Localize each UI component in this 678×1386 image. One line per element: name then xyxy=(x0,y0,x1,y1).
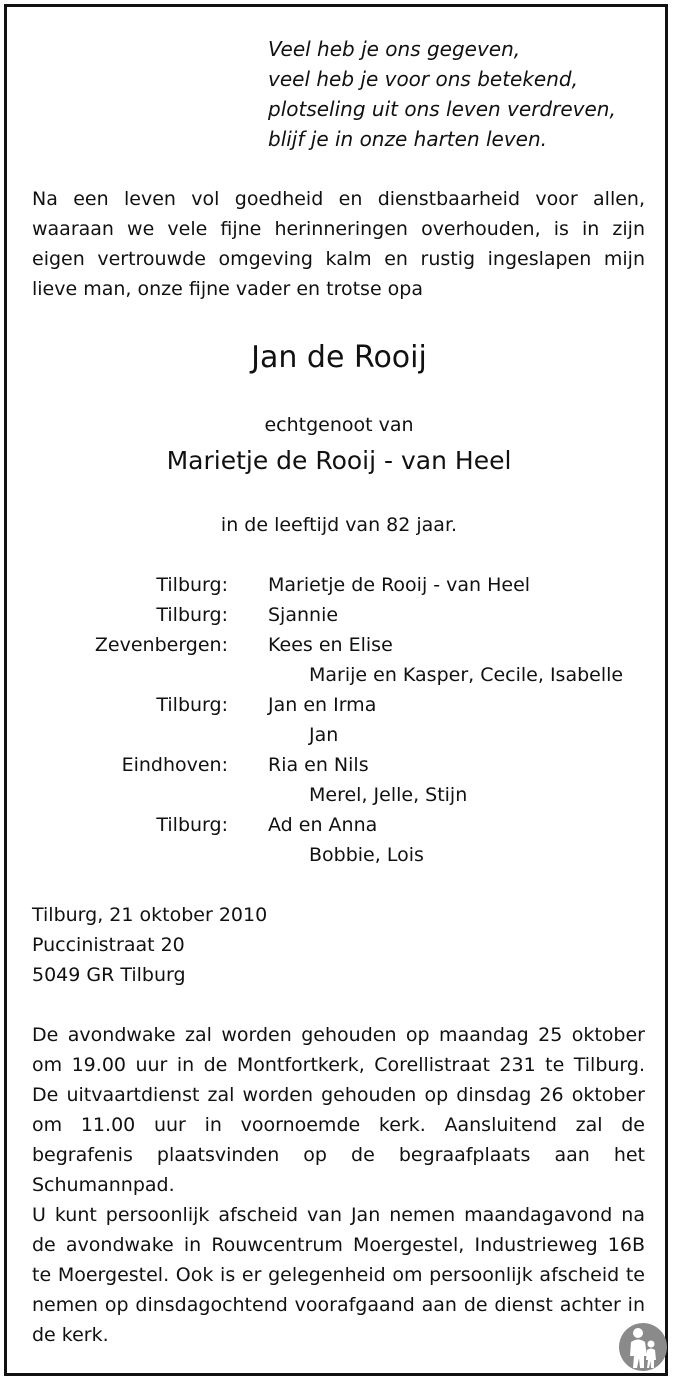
family-place: Tilburg: xyxy=(156,574,228,596)
family-row xyxy=(0,750,678,780)
family-row xyxy=(0,630,678,660)
street-line: Puccinistraat 20 xyxy=(32,934,185,956)
family-grandchildren: Merel, Jelle, Stijn xyxy=(309,784,468,806)
intro-paragraph: Na een leven vol goedheid en dienstbaarheid voor allen, waaraan we vele fijne herinneringen overhouden, is in zijn eigen vertrouwde omgeving kalm en rustig ingeslapen mijn lieve man, onze fijne vader en trotse opa xyxy=(32,188,645,300)
mourning-figures-logo-icon xyxy=(618,1322,668,1372)
family-row xyxy=(0,660,678,690)
family-names: Sjannie xyxy=(268,604,339,626)
family-row xyxy=(0,690,678,720)
family-row xyxy=(0,780,678,810)
family-place: Tilburg: xyxy=(156,694,228,716)
family-place: Tilburg: xyxy=(156,814,228,836)
date-line: Tilburg, 21 oktober 2010 xyxy=(32,904,268,926)
poem-line: plotseling uit ons leven verdreven, xyxy=(268,97,616,121)
family-row xyxy=(0,600,678,630)
postal-city-line: 5049 GR Tilburg xyxy=(32,964,186,986)
service-paragraph: De avondwake zal worden gehouden op maandag 25 oktober om 19.00 uur in de Montfortkerk, Corellistraat 231 te Tilburg. De uitvaartdienst zal worden gehouden op dinsdag 26 oktober om 11.00 uur in voornoemde kerk. Aansluitend zal de begrafenis plaatsvinden op de begraafplaats aan het Schumannpad. xyxy=(32,1024,645,1196)
family-grandchildren: Marije en Kasper, Cecile, Isabelle xyxy=(309,664,624,686)
farewell-paragraph: U kunt persoonlijk afscheid van Jan nemen maandagavond na de avondwake in Rouwcentrum Moergestel, Industrieweg 16B te Moergestel. Ook is er gelegenheid om persoonlijk afscheid te nemen op dinsdagochtend voorafgaand aan de dienst achter in de kerk. xyxy=(32,1204,645,1346)
family-place: Zevenbergen: xyxy=(94,634,228,656)
family-row xyxy=(0,720,678,750)
family-names: Jan en Irma xyxy=(268,694,377,716)
family-names: Ria en Nils xyxy=(268,754,369,776)
poem-line: veel heb je voor ons betekend, xyxy=(268,67,578,91)
spouse-label: echtgenoot van xyxy=(264,414,414,436)
address-block xyxy=(32,900,267,990)
spouse-name: Marietje de Rooij - van Heel xyxy=(166,446,512,475)
family-grandchildren: Bobbie, Lois xyxy=(309,844,424,866)
family-row xyxy=(0,840,678,870)
family-names: Kees en Elise xyxy=(268,634,393,656)
family-grandchildren: Jan xyxy=(309,724,339,746)
family-place: Tilburg: xyxy=(156,604,228,626)
family-row xyxy=(0,810,678,840)
deceased-name: Jan de Rooij xyxy=(251,340,427,375)
family-row xyxy=(0,570,678,600)
age-text: in de leeftijd van 82 jaar. xyxy=(220,514,458,536)
poem xyxy=(268,34,616,154)
family-list xyxy=(0,570,678,870)
poem-line: Veel heb je ons gegeven, xyxy=(268,37,521,61)
family-names: Ad en Anna xyxy=(268,814,378,836)
family-names: Marietje de Rooij - van Heel xyxy=(268,574,531,596)
family-place: Eindhoven: xyxy=(121,754,228,776)
service-details xyxy=(32,1020,645,1350)
poem-line: blijf je in onze harten leven. xyxy=(268,127,548,151)
